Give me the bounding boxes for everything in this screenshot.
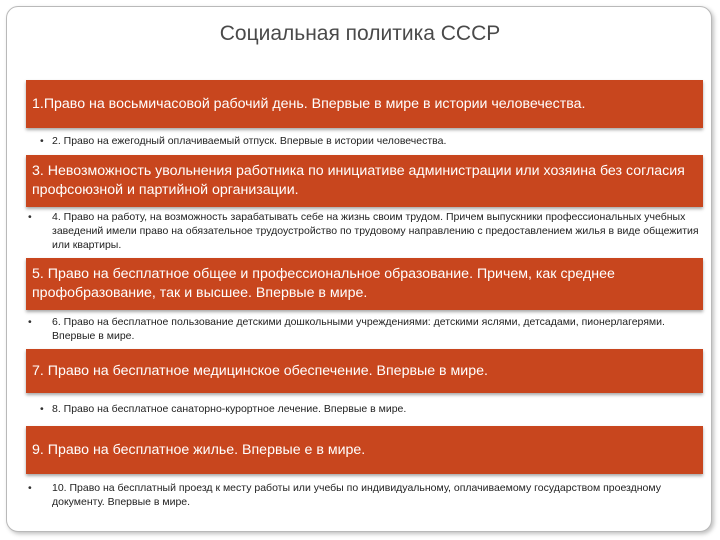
policy-subitem-6 <box>28 315 702 343</box>
policy-item-5-text: 5. Право на бесплатное общее и профессиональное образование. Причем, как среднее профобразование, так и высшее. Впервые в мире. <box>32 266 615 301</box>
slide-title: Социальная политика СССР <box>219 22 501 45</box>
policy-subitem-4-text: 4. Право на работу, на возможность зарабатывать себе на жизнь своим трудом. Причем выпускники профессиональных учебных заведений имели право на обязательное трудоустройство по трудовому направлению с предоставлением жилья в виде общежития или квартиры. <box>52 211 699 251</box>
policy-subitem-2-text: 2. Право на ежегодный оплачиваемый отпуск. Впервые в истории человечества. <box>52 135 447 147</box>
bullet-icon: • <box>40 135 44 147</box>
policy-subitem-8-text: 8. Право на бесплатное санаторно-курортное лечение. Впервые в мире. <box>52 403 407 415</box>
policy-item-7-text: 7. Право на бесплатное медицинское обеспечение. Впервые в мире. <box>32 362 488 379</box>
bullet-icon: • <box>28 482 32 494</box>
bullet-icon: • <box>40 403 44 415</box>
policy-subitem-4 <box>28 210 702 252</box>
policy-subitem-8 <box>40 402 690 416</box>
policy-subitem-6-text: 6. Право на бесплатное пользование детскими дошкольными учреждениями: детскими яслями, детсадами, пионерлагерями. Впервые в мире. <box>52 316 665 342</box>
bullet-icon: • <box>28 316 32 328</box>
bullet-icon: • <box>28 211 32 223</box>
policy-subitem-10 <box>28 481 702 509</box>
policy-subitem-10-text: 10. Право на бесплатный проезд к месту работы или учебы по индивидуальному, оплачиваемому государством проездному документу. Впервые в мире. <box>52 482 661 508</box>
policy-item-7 <box>26 349 703 393</box>
policy-item-3-text: 3. Невозможность увольнения работника по инициативе администрации или хозяина без согласия профсоюзной и партийной организации. <box>32 163 685 198</box>
policy-item-1 <box>26 80 703 128</box>
policy-subitem-2 <box>40 134 690 148</box>
policy-item-9 <box>26 426 703 474</box>
policy-item-9-text: 9. Право на бесплатное жилье. Впервые е в мире. <box>32 441 366 458</box>
policy-item-5 <box>26 258 703 310</box>
policy-item-1-text: 1.Право на восьмичасовой рабочий день. Впервые в мире в истории человечества. <box>32 95 586 112</box>
policy-item-3 <box>26 155 703 207</box>
